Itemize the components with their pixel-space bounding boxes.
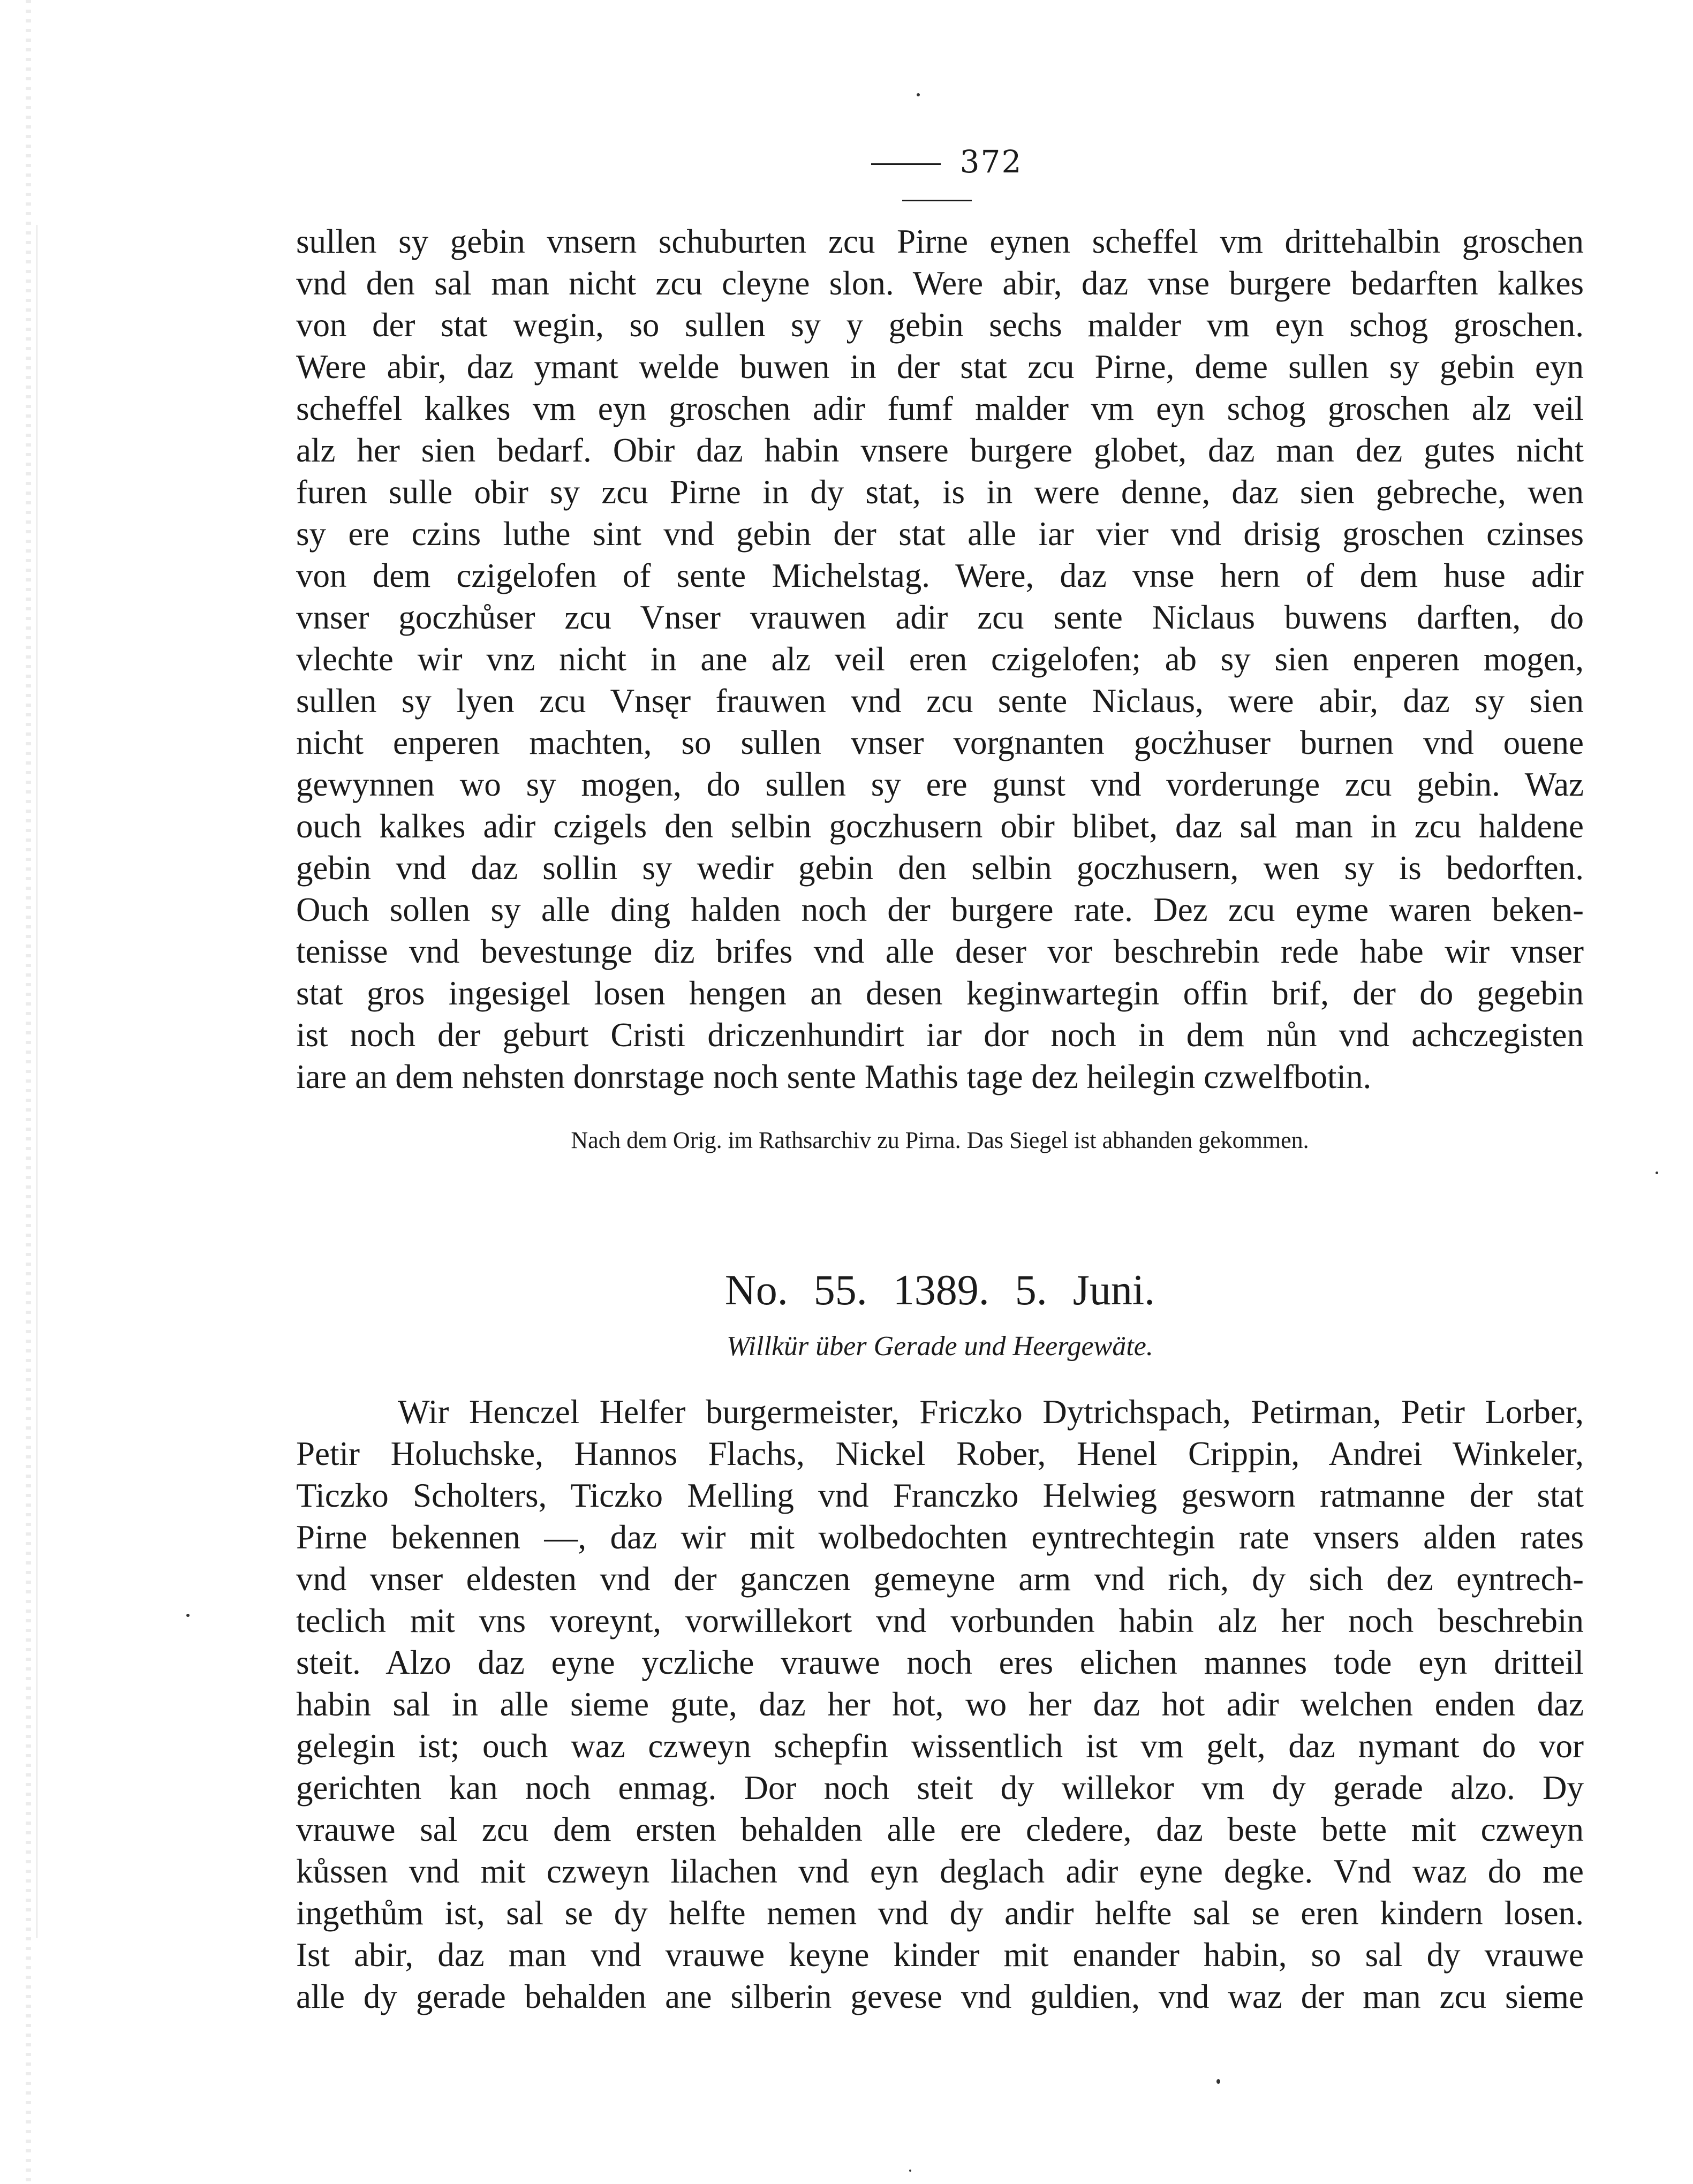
top-text-line: vlechte wir vnz nicht in ane alz veil eren czigelofen; ab sy sien enperen mogen, <box>296 640 1584 678</box>
top-text-line: sy ere czins luthe sint vnd gebin der stat alle iar vier vnd drisig groschen czinses <box>296 515 1584 553</box>
top-text-line: vnser goczhůser zcu Vnser vrauwen adir zcu sente Niclaus buwens darften, do <box>296 599 1584 636</box>
document-subheading: Willkür über Gerade und Heergewäte. <box>727 1331 1153 1362</box>
top-text-line: Were abir, daz ymant welde buwen in der stat zcu Pirne, deme sullen sy gebin eyn <box>296 348 1584 386</box>
scan-edge-artifact <box>26 0 31 2184</box>
top-text-line: iare an dem nehsten donrstage noch sente Mathis tage dez heilegin czwelfbotin. <box>296 1058 1372 1095</box>
page-number-dash-left <box>871 163 941 165</box>
top-text-line: stat gros ingesigel losen hengen an desen keginwartegin offin brif, der do gegebin <box>296 974 1584 1012</box>
bottom-text-line: kůssen vnd mit czweyn lilachen vnd eyn deglach adir eyne degke. Vnd waz do me <box>296 1853 1584 1890</box>
page-number <box>803 143 1071 216</box>
bottom-text-line: vnd vnser eldesten vnd der ganczen gemeyne arm vnd rich, dy sich dez eyntrech- <box>296 1560 1584 1598</box>
bottom-text-block <box>296 1391 1584 2017</box>
bottom-text-line: Pirne bekennen —, daz wir mit wolbedochten eyntrechtegin rate vnsers alden rates <box>296 1518 1584 1556</box>
bottom-text-line: Ticzko Scholters, Ticzko Melling vnd Franczko Helwieg gesworn ratmanne der stat <box>296 1477 1584 1514</box>
page-number-value: 372 <box>959 143 1023 180</box>
bottom-text-line: gelegin ist; ouch waz czweyn schepfin wissentlich ist vm gelt, daz nymant do vor <box>296 1727 1584 1765</box>
top-text-line: gebin vnd daz sollin sy wedir gebin den selbin goczhusern, wen sy is bedorften. <box>296 849 1584 887</box>
bottom-text-line: alle dy gerade behalden ane silberin gevese vnd guldien, vnd waz der man zcu sieme <box>296 1978 1584 2015</box>
source-note: Nach dem Orig. im Rathsarchiv zu Pirna. Das Siegel ist abhanden gekommen. <box>571 1127 1309 1153</box>
bottom-text-line: Ist abir, daz man vnd vrauwe keyne kinder mit enander habin, so sal dy vrauwe <box>296 1936 1584 1974</box>
top-text-line: von dem czigelofen of sente Michelstag. Were, daz vnse hern of dem huse adir <box>296 557 1584 594</box>
scan-speck <box>1656 1172 1658 1174</box>
bottom-text-line: teclich mit vns voreynt, vorwillekort vnd vorbunden habin alz her noch beschrebin <box>296 1602 1584 1639</box>
top-text-line: ist noch der geburt Cristi driczenhundirt iar dor noch in dem nůn vnd achczegisten <box>296 1016 1584 1054</box>
bottom-text-line: steit. Alzo daz eyne yczliche vrauwe noch eres elichen mannes tode eyn dritteil <box>296 1644 1584 1681</box>
top-text-line: sullen sy gebin vnsern schuburten zcu Pirne eynen scheffel vm drittehalbin groschen <box>296 223 1584 260</box>
page-number-dash-right <box>902 200 972 201</box>
scan-speck <box>909 2170 911 2172</box>
bottom-text-line: habin sal in alle sieme gute, daz her hot, wo her daz hot adir welchen enden daz <box>296 1686 1584 1723</box>
top-text-line: gewynnen wo sy mogen, do sullen sy ere gunst vnd vorderunge zcu gebin. Waz <box>296 766 1584 803</box>
top-text-line: von der stat wegin, so sullen sy y gebin sechs malder vm eyn schog groschen. <box>296 306 1584 344</box>
bottom-text-line: vrauwe sal zcu dem ersten behalden alle ere cledere, daz beste bette mit czweyn <box>296 1811 1584 1848</box>
bottom-text-line: ingethům ist, sal se dy helfte nemen vnd dy andir helfte sal se eren kindern losen. <box>296 1894 1584 1932</box>
scan-speck <box>917 93 920 96</box>
top-text-line: nicht enperen machten, so sullen vnser vorgnanten gocżhuser burnen vnd ouene <box>296 724 1584 761</box>
scan-speck <box>1216 2079 1220 2084</box>
bottom-text-line: Wir Henczel Helfer burgermeister, Friczko Dytrichspach, Petirman, Petir Lorber, <box>398 1393 1584 1431</box>
bottom-text-line: gerichten kan noch enmag. Dor noch steit dy willekor vm dy gerade alzo. Dy <box>296 1769 1584 1807</box>
top-text-line: vnd den sal man nicht zcu cleyne slon. Were abir, daz vnse burgere bedarften kalkes <box>296 265 1584 302</box>
scan-speck <box>186 1614 190 1617</box>
top-text-line: alz her sien bedarf. Obir daz habin vnsere burgere globet, daz man dez gutes nicht <box>296 432 1584 469</box>
document-heading: No. 55. 1389. 5. Juni. <box>724 1267 1155 1314</box>
top-text-line: tenisse vnd bevestunge diz brifes vnd alle deser vor beschrebin rede habe wir vnser <box>296 933 1584 970</box>
top-text-block <box>296 221 1584 1098</box>
top-text-line: scheffel kalkes vm eyn groschen adir fumf malder vm eyn schog groschen alz veil <box>296 390 1584 427</box>
top-text-line: sullen sy lyen zcu Vnsęr frauwen vnd zcu sente Niclaus, were abir, daz sy sien <box>296 682 1584 720</box>
top-text-line: ouch kalkes adir czigels den selbin goczhusern obir blibet, daz sal man in zcu haldene <box>296 807 1584 845</box>
top-text-line: Ouch sollen sy alle ding halden noch der burgere rate. Dez zcu eyme waren beken- <box>296 891 1584 928</box>
scan-line-artifact <box>36 225 37 1938</box>
top-text-line: furen sulle obir sy zcu Pirne in dy stat, is in were denne, daz sien gebreche, wen <box>296 473 1584 511</box>
bottom-text-line: Petir Holuchske, Hannos Flachs, Nickel Rober, Henel Crippin, Andrei Winkeler, <box>296 1435 1584 1472</box>
